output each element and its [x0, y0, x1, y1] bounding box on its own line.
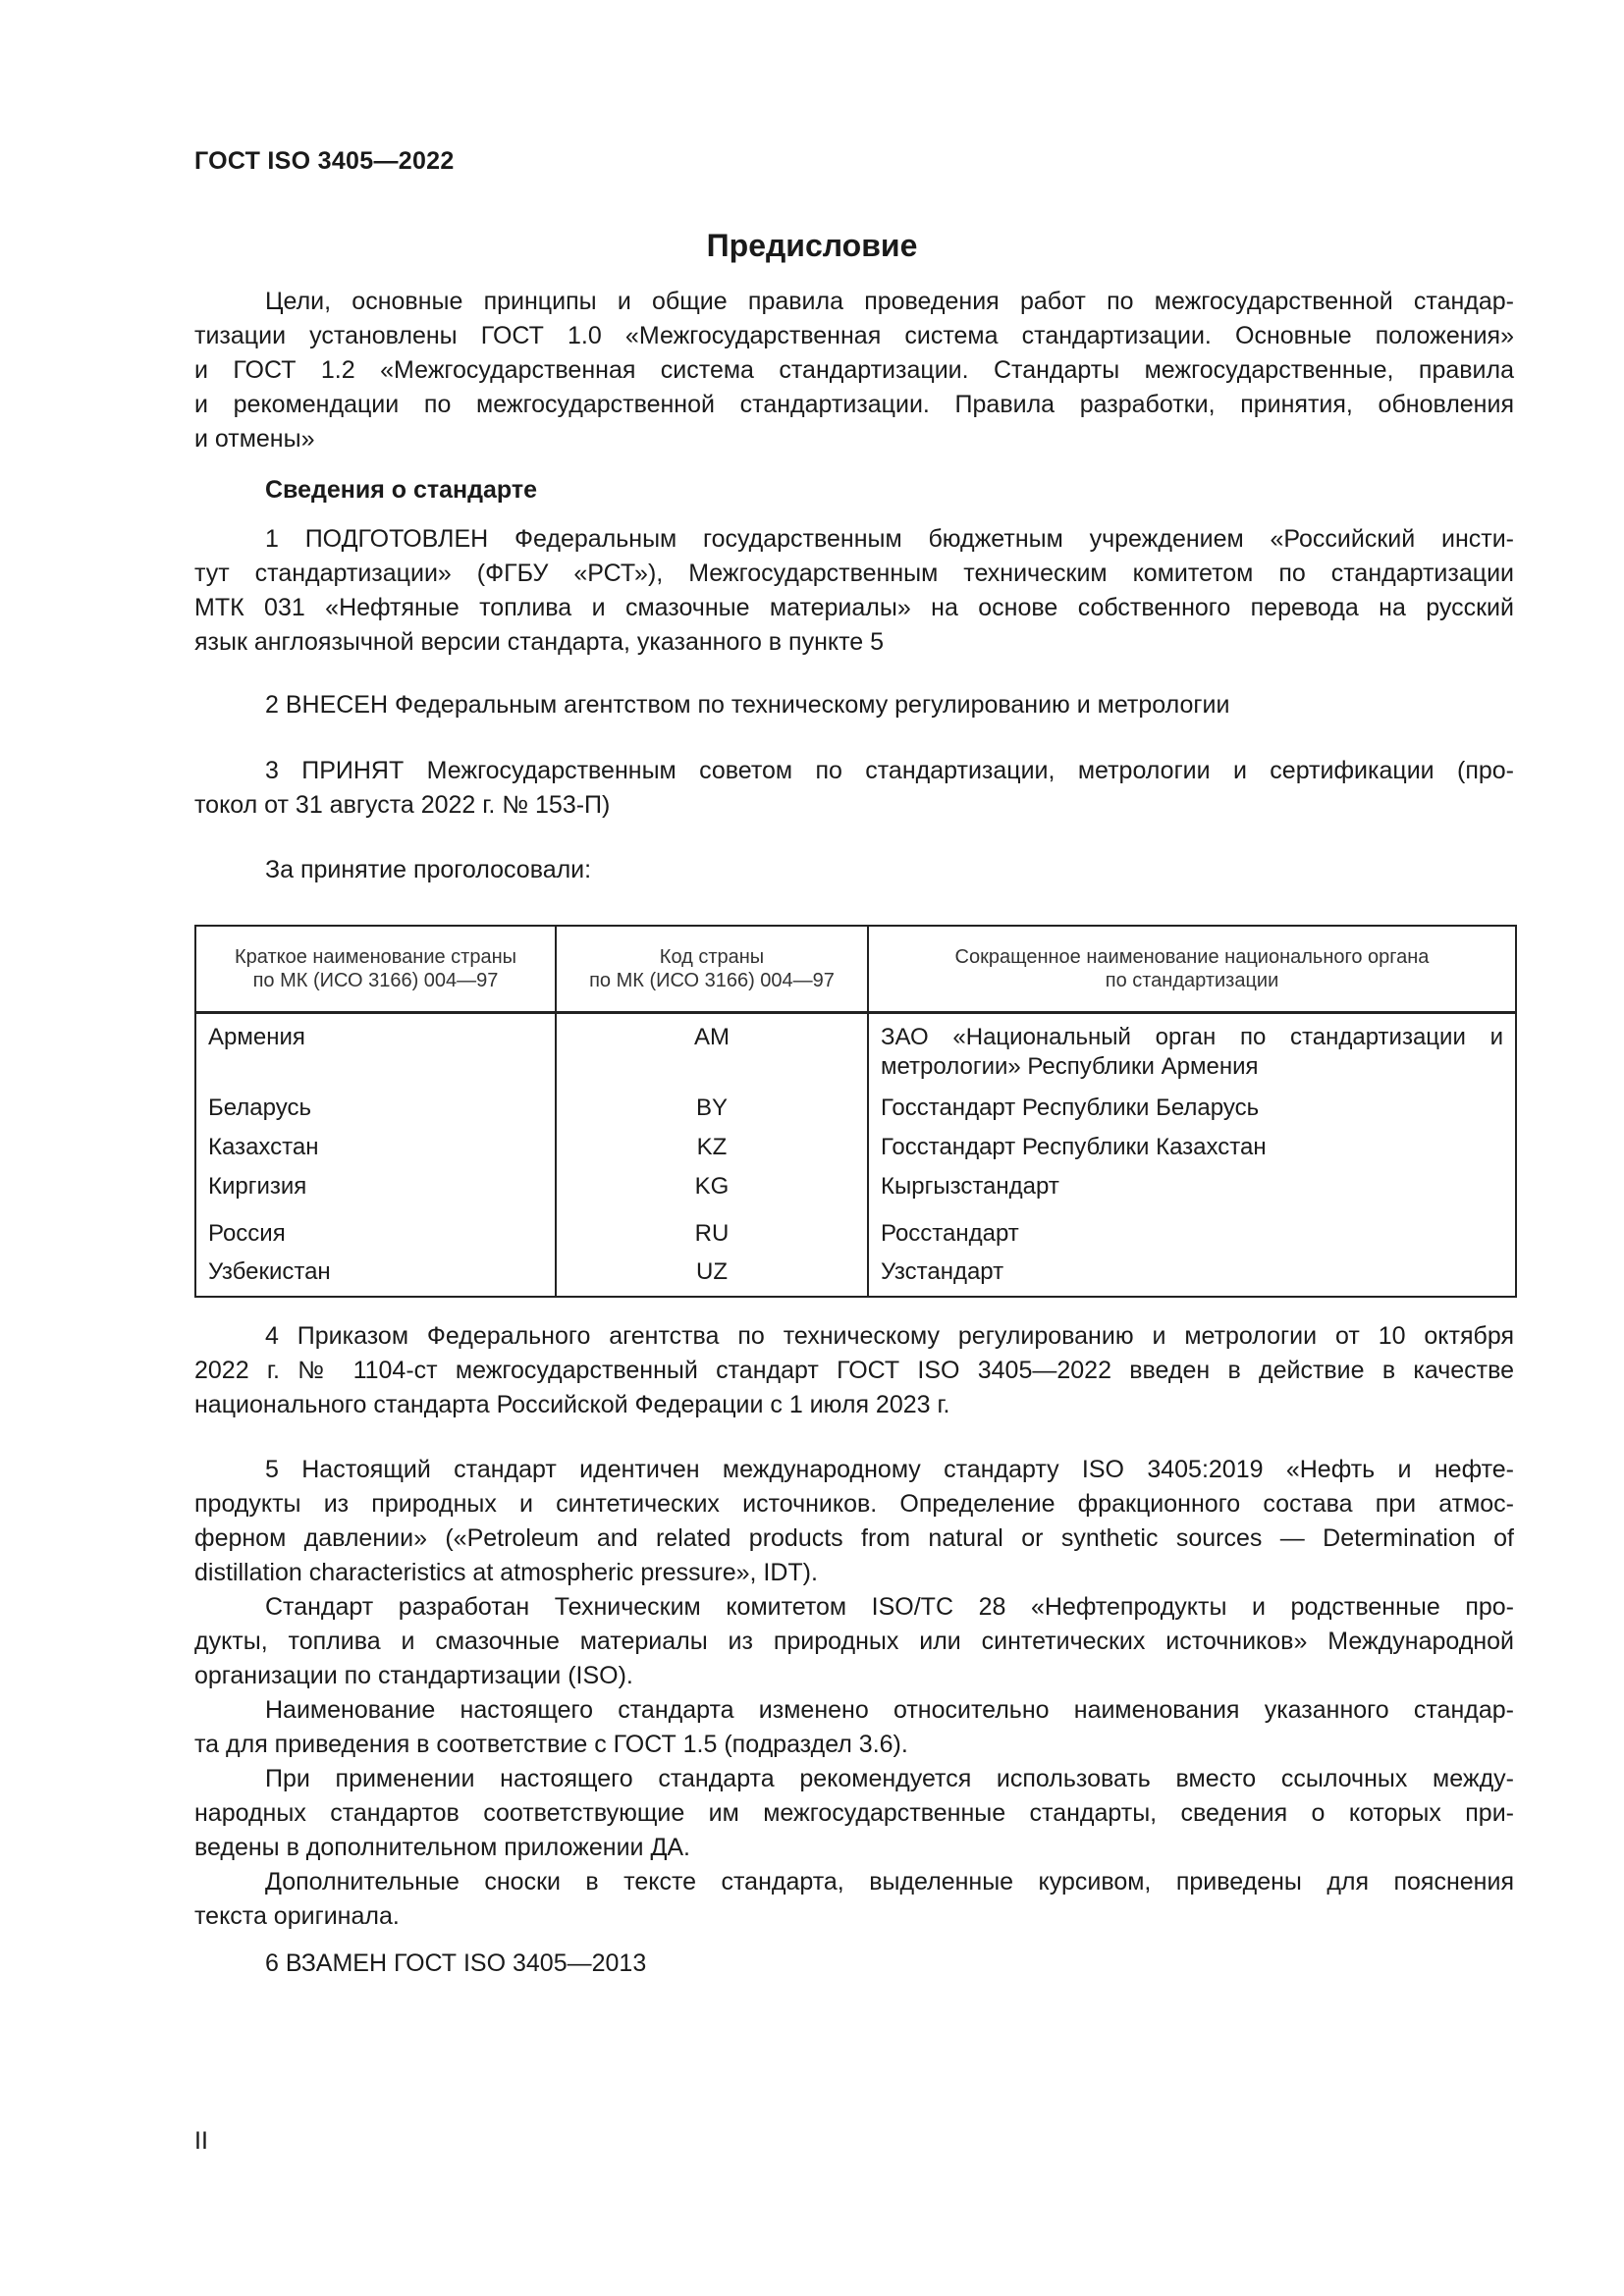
code-cell: AM	[556, 1013, 868, 1094]
text-line: и отмены»	[194, 425, 315, 453]
text-line: За принятие проголосовали:	[265, 856, 592, 883]
voting-table	[194, 925, 1517, 1298]
text-line: При применении настоящего стандарта рекомендуется использовать вместо ссылочных между-	[265, 1765, 1514, 1792]
preface-title: Предисловие	[706, 228, 918, 263]
country-cell: Армения	[195, 1013, 556, 1094]
body-line: метрологии» Республики Армения	[881, 1053, 1259, 1080]
table-header-row	[195, 926, 1516, 1013]
body-cell	[868, 1013, 1516, 1094]
item-3-paragraph	[194, 754, 1514, 823]
item-5-paragraph	[194, 1453, 1514, 1934]
header-text: Краткое наименование страны	[234, 946, 517, 968]
text-line: Цели, основные принципы и общие правила проведения работ по межгосударственной стандар-	[265, 288, 1514, 315]
text-line: продукты из природных и синтетических источников. Определение фракционного состава при атмос-	[194, 1490, 1514, 1518]
header-text: по МК (ИСО 3166) 004—97	[252, 970, 499, 991]
table-row	[195, 1257, 1516, 1297]
table-row	[195, 1133, 1516, 1172]
item-6-paragraph	[194, 1947, 1514, 1981]
text-line: ферном давлении» («Petroleum and related products from natural or synthetic sources — Determination of	[194, 1524, 1514, 1552]
column-header-code	[556, 926, 868, 1013]
document-code-header: ГОСТ ISO 3405—2022	[194, 147, 455, 175]
text-line: дукты, топлива и смазочные материалы из природных или синтетических источников» Международной	[194, 1628, 1514, 1655]
text-line: народных стандартов соответствующие им межгосударственные стандарты, сведения о которых при-	[194, 1799, 1514, 1827]
code-cell: RU	[556, 1219, 868, 1257]
text-line: 1 ПОДГОТОВЛЕН Федеральным государственным бюджетным учреждением «Российский инсти-	[265, 525, 1514, 553]
text-line: Наименование настоящего стандарта изменено относительно наименования указанного стандар-	[265, 1696, 1514, 1724]
header-text: Сокращенное наименование национального органа	[954, 946, 1430, 968]
text-line: 5 Настоящий стандарт идентичен международному стандарту ISO 3405:2019 «Нефть и нефте-	[265, 1456, 1514, 1483]
text-line: токол от 31 августа 2022 г. № 153-П)	[194, 791, 611, 819]
country-cell: Россия	[195, 1219, 556, 1257]
text-line: Дополнительные сноски в тексте стандарта, выделенные курсивом, приведены для пояснения	[265, 1868, 1514, 1896]
page-number: II	[194, 2127, 208, 2155]
country-cell: Киргизия	[195, 1172, 556, 1219]
code-cell: UZ	[556, 1257, 868, 1297]
text-line: организации по стандартизации (ISO).	[194, 1662, 633, 1689]
text-line: 6 ВЗАМЕН ГОСТ ISO 3405—2013	[265, 1949, 647, 1977]
text-line: Стандарт разработан Техническим комитетом ISO/TC 28 «Нефтепродукты и родственные про-	[265, 1593, 1514, 1621]
item-4-paragraph	[194, 1319, 1514, 1422]
code-cell: KZ	[556, 1133, 868, 1172]
text-line: МТК 031 «Нефтяные топлива и смазочные материалы» на основе собственного перевода на русский	[194, 594, 1514, 621]
item-1-paragraph	[194, 522, 1514, 660]
body-cell: Госстандарт Республики Беларусь	[868, 1094, 1516, 1133]
text-line: 2 ВНЕСЕН Федеральным агентством по техническому регулированию и метрологии	[265, 691, 1230, 719]
text-line: текста оригинала.	[194, 1902, 400, 1930]
text-line: ведены в дополнительном приложении ДА.	[194, 1834, 690, 1861]
text-line: тизации установлены ГОСТ 1.0 «Межгосударственная система стандартизации. Основные положения»	[194, 322, 1514, 349]
country-cell: Казахстан	[195, 1133, 556, 1172]
text-line: и ГОСТ 1.2 «Межгосударственная система стандартизации. Стандарты межгосударственные, правила	[194, 356, 1514, 384]
body-line: ЗАО «Национальный орган по стандартизации и	[881, 1024, 1503, 1050]
body-cell: Росстандарт	[868, 1219, 1516, 1257]
body-cell: Кыргызстандарт	[868, 1172, 1516, 1219]
section-heading	[194, 473, 1514, 507]
table-row	[195, 1172, 1516, 1219]
code-cell: KG	[556, 1172, 868, 1219]
table-row	[195, 1013, 1516, 1094]
column-header-body	[868, 926, 1516, 1013]
text-line: национального стандарта Российской Федерации с 1 июля 2023 г.	[194, 1391, 950, 1418]
country-cell: Беларусь	[195, 1094, 556, 1133]
text-line: язык англоязычной версии стандарта, указанного в пункте 5	[194, 628, 885, 656]
code-cell: BY	[556, 1094, 868, 1133]
body-cell: Узстандарт	[868, 1257, 1516, 1297]
text-line: 2022 г. № 1104-ст межгосударственный стандарт ГОСТ ISO 3405—2022 введен в действие в качестве	[194, 1357, 1514, 1384]
column-header-country	[195, 926, 556, 1013]
text-line: 3 ПРИНЯТ Межгосударственным советом по стандартизации, метрологии и сертификации (про-	[265, 757, 1514, 784]
body-cell: Госстандарт Республики Казахстан	[868, 1133, 1516, 1172]
table-row	[195, 1219, 1516, 1257]
country-cell: Узбекистан	[195, 1257, 556, 1297]
text-line: тут стандартизации» (ФГБУ «РСТ»), Межгосударственным техническим комитетом по стандартизации	[194, 560, 1514, 587]
text-line: та для приведения в соответствие с ГОСТ 1.5 (подраздел 3.6).	[194, 1731, 908, 1758]
intro-paragraph	[194, 285, 1514, 456]
text-line: 4 Приказом Федерального агентства по техническому регулированию и метрологии от 10 октября	[265, 1322, 1514, 1350]
section-heading-text: Сведения о стандарте	[265, 476, 538, 504]
votes-intro	[194, 853, 1514, 887]
header-text: по МК (ИСО 3166) 004—97	[589, 970, 835, 991]
header-text: по стандартизации	[1105, 970, 1279, 991]
header-text: Код страны	[659, 946, 765, 968]
text-line: distillation characteristics at atmospheric pressure», IDT).	[194, 1559, 818, 1586]
table-row	[195, 1094, 1516, 1133]
item-2-paragraph	[194, 688, 1514, 722]
text-line: и рекомендации по межгосударственной стандартизации. Правила разработки, принятия, обновления	[194, 391, 1514, 418]
